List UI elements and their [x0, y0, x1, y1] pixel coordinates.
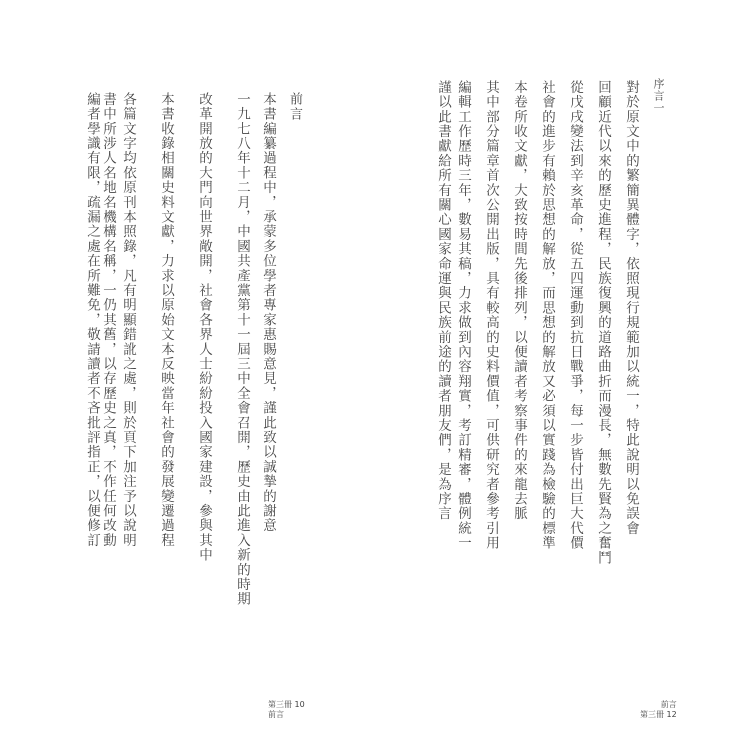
- page-footer-left: [268, 700, 305, 720]
- text-column: 回顧近代以來的歷史進程，民族復興的道路曲折而漫長，無數先賢為之奮鬥: [595, 80, 611, 566]
- text-column: 各篇文字均依原刊本照錄，凡有明顯錯訛之處，則於頁下加注予以說明: [120, 92, 136, 548]
- text-column: 一九七八年十二月，中國共產黨第十一屆三中全會召開，歷史由此進入新的時期: [234, 92, 250, 607]
- text-column: 改革開放的大門向世界敞開，社會各界人士紛紛投入國家建設，參與其中: [196, 92, 212, 563]
- text-column: 本卷所收文獻，大致按時間先後排列，以便讀者考察事件的來龍去脈: [511, 80, 527, 521]
- page-footer-right: [640, 700, 677, 720]
- footer-line: 前言: [660, 700, 677, 709]
- text-column: 從戊戌變法到辛亥革命，從五四運動到抗日戰爭，每一步皆付出巨大代價: [567, 80, 583, 551]
- footer-line: 第三冊 12: [640, 710, 677, 719]
- text-column: 編輯工作歷時三年，數易其稿，力求做到內容翔實，考訂精審，體例統一: [455, 80, 471, 551]
- text-column: 其中部分篇章首次公開出版，具有較高的史料價值，可供研究者參考引用: [483, 80, 499, 551]
- footer-line: 第三冊 10: [268, 700, 305, 709]
- text-column: 本書收錄相關史料文獻，力求以原始文本反映當年社會的發展變遷過程: [158, 92, 174, 548]
- text-column: 謹以此書獻給所有關心國家命運與民族前途的讀者朋友們，是為序言: [435, 80, 451, 521]
- text-column: 本書編纂過程中，承蒙多位學者專家惠賜意見，謹此致以誠摯的謝意: [260, 92, 276, 533]
- text-column: 社會的進步有賴於思想的解放，而思想的解放又必須以實踐為檢驗的標準: [539, 80, 555, 551]
- preface-title: 前言: [287, 92, 302, 122]
- right-page: [375, 0, 750, 750]
- text-column: 編者學識有限，疏漏之處在所難免，敬請讀者不吝批評指正，以便修訂: [84, 92, 100, 548]
- text-column: 對於原文中的繁簡異體字，依照現行規範加以統一，特此說明以免誤會: [623, 80, 639, 536]
- text-column: 書中所涉人名地名機構名稱，一仍其舊，以存歷史之真，不作任何改動: [100, 92, 116, 548]
- footer-line: 前言: [268, 710, 284, 719]
- side-note: 序言一: [652, 78, 665, 114]
